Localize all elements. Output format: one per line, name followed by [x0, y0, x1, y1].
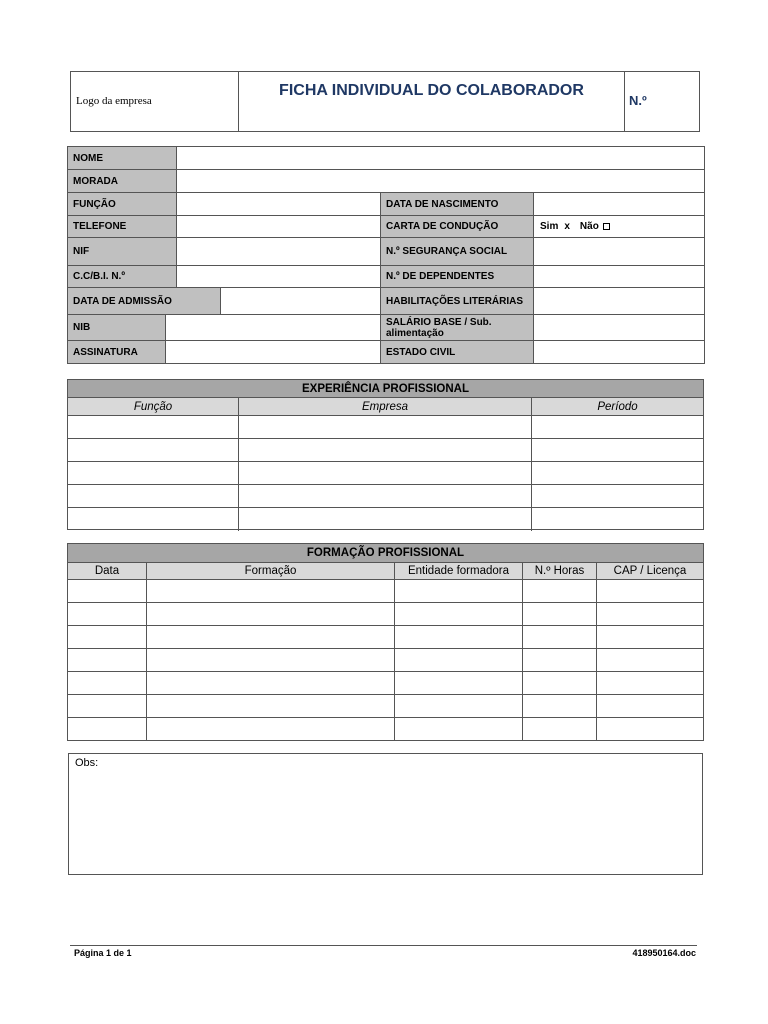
form-title: FICHA INDIVIDUAL DO COLABORADOR — [279, 82, 584, 99]
label-estado-civil: ESTADO CIVIL — [381, 341, 534, 363]
training-cell[interactable] — [395, 603, 523, 625]
label-funcao: FUNÇÃO — [68, 193, 177, 215]
column-header: Entidade formadora — [395, 563, 523, 579]
label-telefone: TELEFONE — [68, 216, 177, 237]
training-cell[interactable] — [523, 580, 597, 602]
field-funcao[interactable] — [177, 193, 381, 215]
label-assinatura: ASSINATURA — [68, 341, 166, 363]
training-cell[interactable] — [597, 603, 703, 625]
row-nif — [68, 238, 704, 266]
label-data-admissao: DATA DE ADMISSÃO — [68, 288, 221, 314]
experience-cell[interactable] — [532, 439, 703, 461]
training-cell[interactable] — [523, 718, 597, 741]
label-carta-conducao: CARTA DE CONDUÇÃO — [381, 216, 534, 237]
training-row — [68, 718, 703, 741]
training-cell[interactable] — [523, 603, 597, 625]
training-cell[interactable] — [147, 626, 395, 648]
label-cc-bi: C.C/B.I. N.º — [68, 266, 177, 287]
experience-cell[interactable] — [239, 508, 532, 531]
training-row — [68, 695, 703, 718]
training-cell[interactable] — [68, 580, 147, 602]
label-morada: MORADA — [68, 170, 177, 192]
field-data-admissao[interactable] — [221, 288, 381, 314]
training-row — [68, 603, 703, 626]
experience-cell[interactable] — [68, 462, 239, 484]
training-cell[interactable] — [395, 718, 523, 741]
label-dependentes: N.º DE DEPENDENTES — [381, 266, 534, 287]
experience-cell[interactable] — [239, 416, 532, 438]
experience-cell[interactable] — [532, 416, 703, 438]
training-cell[interactable] — [68, 626, 147, 648]
training-cell[interactable] — [597, 649, 703, 671]
column-header: Empresa — [239, 398, 532, 415]
observations-box[interactable] — [68, 753, 703, 875]
field-nome[interactable] — [177, 147, 704, 169]
training-cell[interactable] — [68, 649, 147, 671]
option-sim-label: Sim — [540, 221, 559, 232]
carta-options — [534, 216, 704, 237]
title-cell — [239, 72, 625, 131]
label-nib: NIB — [68, 315, 166, 340]
training-cell[interactable] — [395, 672, 523, 694]
field-seguranca-social[interactable] — [534, 238, 704, 265]
row-morada — [68, 170, 704, 193]
experience-row — [68, 508, 703, 531]
observations-label: Obs: — [75, 757, 99, 769]
training-row — [68, 626, 703, 649]
column-header: Data — [68, 563, 147, 579]
experience-row — [68, 485, 703, 508]
training-cell[interactable] — [597, 695, 703, 717]
experience-cell[interactable] — [532, 508, 703, 531]
label-salario: SALÁRIO BASE / Sub. alimentação — [381, 315, 534, 340]
label-data-nascimento: DATA DE NASCIMENTO — [381, 193, 534, 215]
field-data-nascimento[interactable] — [534, 193, 704, 215]
training-cell[interactable] — [523, 695, 597, 717]
label-nome: NOME — [68, 147, 177, 169]
experience-table — [67, 379, 704, 530]
column-header: Período — [597, 400, 638, 413]
experience-cell[interactable] — [532, 485, 703, 507]
column-header: Formação — [147, 563, 395, 579]
experience-cell[interactable] — [68, 439, 239, 461]
field-dependentes[interactable] — [534, 266, 704, 287]
training-cell[interactable] — [147, 695, 395, 717]
training-cell[interactable] — [523, 626, 597, 648]
personal-data-table — [67, 146, 705, 364]
option-nao-checkbox[interactable] — [603, 223, 610, 230]
training-cell[interactable] — [523, 649, 597, 671]
logo-label: Logo da empresa — [76, 95, 152, 107]
experience-header-row — [68, 398, 703, 416]
training-cell[interactable] — [147, 580, 395, 602]
experience-cell[interactable] — [239, 439, 532, 461]
experience-cell[interactable] — [68, 416, 239, 438]
field-nib[interactable] — [166, 315, 381, 340]
training-cell[interactable] — [597, 672, 703, 694]
field-assinatura[interactable] — [166, 341, 381, 363]
column-header: Função — [68, 398, 239, 415]
training-table — [67, 543, 704, 741]
row-data-admissao — [68, 288, 704, 315]
training-cell[interactable] — [597, 626, 703, 648]
training-row — [68, 649, 703, 672]
experience-title: EXPERIÊNCIA PROFISSIONAL — [68, 380, 703, 398]
option-sim-checkbox[interactable]: x — [564, 221, 570, 232]
experience-cell[interactable] — [68, 508, 239, 531]
training-cell[interactable] — [395, 649, 523, 671]
training-cell[interactable] — [395, 695, 523, 717]
row-funcao — [68, 193, 704, 216]
logo-placeholder — [71, 72, 239, 131]
row-nome — [68, 147, 704, 170]
row-cc-bi — [68, 266, 704, 288]
field-nif[interactable] — [177, 238, 381, 265]
field-habilitacoes[interactable] — [534, 288, 704, 314]
field-estado-civil[interactable] — [534, 341, 704, 363]
training-cell[interactable] — [68, 603, 147, 625]
column-header: N.º Horas — [523, 563, 597, 579]
training-cell[interactable] — [597, 580, 703, 602]
field-salario[interactable] — [534, 315, 704, 340]
field-cc-bi[interactable] — [177, 266, 381, 287]
option-nao-label: Não — [579, 221, 599, 232]
form-header — [70, 71, 700, 132]
training-header-row — [68, 563, 703, 580]
row-telefone — [68, 216, 704, 238]
experience-row — [68, 462, 703, 485]
number-cell[interactable] — [625, 72, 699, 131]
training-cell[interactable] — [597, 718, 703, 741]
experience-row — [68, 439, 703, 462]
row-assinatura — [68, 341, 704, 363]
footer-divider — [70, 945, 697, 946]
training-cell[interactable] — [395, 626, 523, 648]
training-cell[interactable] — [395, 580, 523, 602]
field-morada[interactable] — [177, 170, 704, 192]
training-cell[interactable] — [68, 718, 147, 741]
label-habilitacoes: HABILITAÇÕES LITERÁRIAS — [381, 288, 534, 314]
experience-cell[interactable] — [239, 462, 532, 484]
experience-cell[interactable] — [68, 485, 239, 507]
training-title: FORMAÇÃO PROFISSIONAL — [68, 544, 703, 563]
field-telefone[interactable] — [177, 216, 381, 237]
training-cell[interactable] — [147, 603, 395, 625]
training-cell[interactable] — [147, 672, 395, 694]
label-seguranca-social: N.º SEGURANÇA SOCIAL — [381, 238, 534, 265]
page-number: Página 1 de 1 — [74, 948, 132, 958]
experience-row — [68, 416, 703, 439]
training-cell[interactable] — [147, 649, 395, 671]
training-row — [68, 580, 703, 603]
row-nib — [68, 315, 704, 341]
training-cell[interactable] — [68, 672, 147, 694]
training-cell[interactable] — [147, 718, 395, 741]
training-cell[interactable] — [68, 695, 147, 717]
experience-cell[interactable] — [239, 485, 532, 507]
label-nif: NIF — [68, 238, 177, 265]
training-row — [68, 672, 703, 695]
number-label: N.º — [629, 93, 647, 108]
experience-cell[interactable] — [532, 462, 703, 484]
training-cell[interactable] — [523, 672, 597, 694]
file-name: 418950164.doc — [632, 948, 696, 958]
column-header: CAP / Licença — [613, 565, 687, 577]
